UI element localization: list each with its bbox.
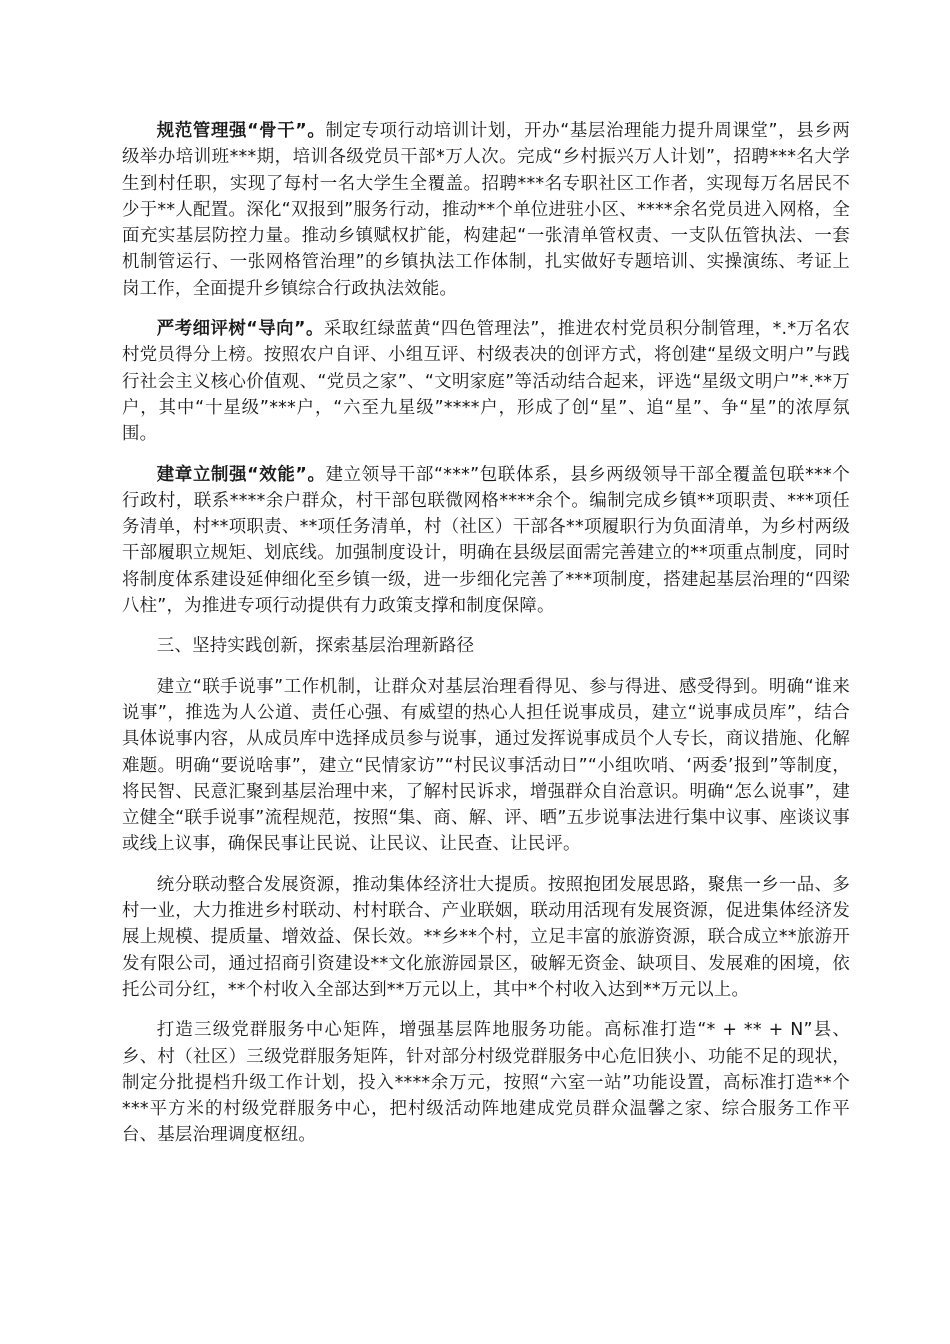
section-heading: 三、坚持实践创新，探索基层治理新路径 bbox=[156, 636, 475, 657]
paragraph-body: 建立领导干部“***”包联体系，县乡两级领导干部全覆盖包联***个行政村，联系****余户群众，村干部包联微网格****余个。编制完成乡镇**项职责、***项任务清单，村**项职责、**项任务清单，村（社区）干部各**项履职行为负面清单，为乡村两级干部履职立规矩、划底线。加强制度设计，明确在县级层面需完善建立的**项重点制度，同时将制度体系建设延伸细化至乡镇一级，进一步细化完善了***项制度，搭建起基层治理的“四梁八柱”，为推进专项行动提供有力政策支撑和制度保障。 bbox=[122, 464, 850, 617]
paragraph-backbone bbox=[122, 118, 850, 302]
paragraph-body: 采取红绿蓝黄“四色管理法”，推进农村党员积分制管理，*.*万名农村党员得分上榜。按照农户自评、小组互评、村级表决的创评方式，将创建“星级文明户”与践行社会主义核心价值观、“党员之家”、“文明家庭”等活动结合起来，评选“星级文明户”*.**万户，其中“十星级”***户，“六至九星级”****户，形成了创“星”、追“星”、争“星”的浓厚氛围。 bbox=[122, 319, 850, 445]
paragraph-efficiency bbox=[122, 462, 850, 620]
paragraph-lead: 建章立制强“效能”。 bbox=[156, 464, 326, 485]
paragraph-body: 制定专项行动培训计划，开办“基层治理能力提升周课堂”，县乡两级举办培训班***期，培训各级党员干部*万人次。完成“乡村振兴万人计划”，招聘***名大学生到村任职，实现了每村一名大学生全覆盖。招聘***名专职社区工作者，实现每万名居民不少于**人配置。深化“双报到”服务行动，推动**个单位进驻小区、****余名党员进入网格，全面充实基层防控力量。推动乡镇赋权扩能，构建起“一张清单管权责、一支队伍管执法、一套机制管运行、一张网格管治理”的乡镇执法工作体制，扎实做好专题培训、实操演练、考证上岗工作，全面提升乡镇综合行政执法效能。 bbox=[122, 121, 850, 299]
paragraph-lead: 规范管理强“骨干”。 bbox=[156, 121, 326, 141]
document-page bbox=[122, 118, 850, 1163]
paragraph-guidance bbox=[122, 316, 850, 447]
paragraph-service-center: 打造三级党群服务中心矩阵，增强基层阵地服务功能。高标准打造“* + ** + N”县、乡、村（社区）三级党群服务矩阵，针对部分村级党群服务中心危旧狭小、功能不足的现状，制定分批提档升级工作计划，投入****余万元，按照“六室一站”功能设置，高标准打造**个***平方米的村级党群服务中心，把村级活动阵地建成党员群众温馨之家、综合服务工作平台、基层治理调度枢纽。 bbox=[122, 1020, 850, 1146]
paragraph-joint-discussion: 建立“联手说事”工作机制，让群众对基层治理看得见、参与得进、感受得到。明确“谁来说事”，推选为人公道、责任心强、有威望的热心人担任说事成员，建立“说事成员库”，结合具体说事内容，从成员库中选择成员参与说事，通过发挥说事成员个人专长，商议措施、化解难题。明确“要说啥事”，建立“民情家访”“村民议事活动日”“小组吹哨、‘两委’报到”等制度，将民智、民意汇聚到基层治理中来，了解村民诉求，增强群众自治意识。明确“怎么说事”，建立健全“联手说事”流程规范，按照“集、商、解、评、晒”五步说事法进行集中议事、座谈议事或线上议事，确保民事让民说、让民议、让民查、让民评。 bbox=[122, 676, 850, 855]
paragraph-resource-integration: 统分联动整合发展资源，推动集体经济壮大提质。按照抱团发展思路，聚焦一乡一品、多村一业，大力推进乡村联动、村村联合、产业联姻，联动用活现有发展资源，促进集体经济发展上规模、提质量、增效益、保长效。**乡**个村，立足丰富的旅游资源，联合成立**旅游开发有限公司，通过招商引资建设**文化旅游园景区，破解无资金、缺项目、发展难的困境，依托公司分红，**个村收入全部达到**万元以上，其中*个村收入达到**万元以上。 bbox=[122, 874, 850, 1000]
paragraph-lead: 严考细评树“导向”。 bbox=[156, 319, 324, 340]
